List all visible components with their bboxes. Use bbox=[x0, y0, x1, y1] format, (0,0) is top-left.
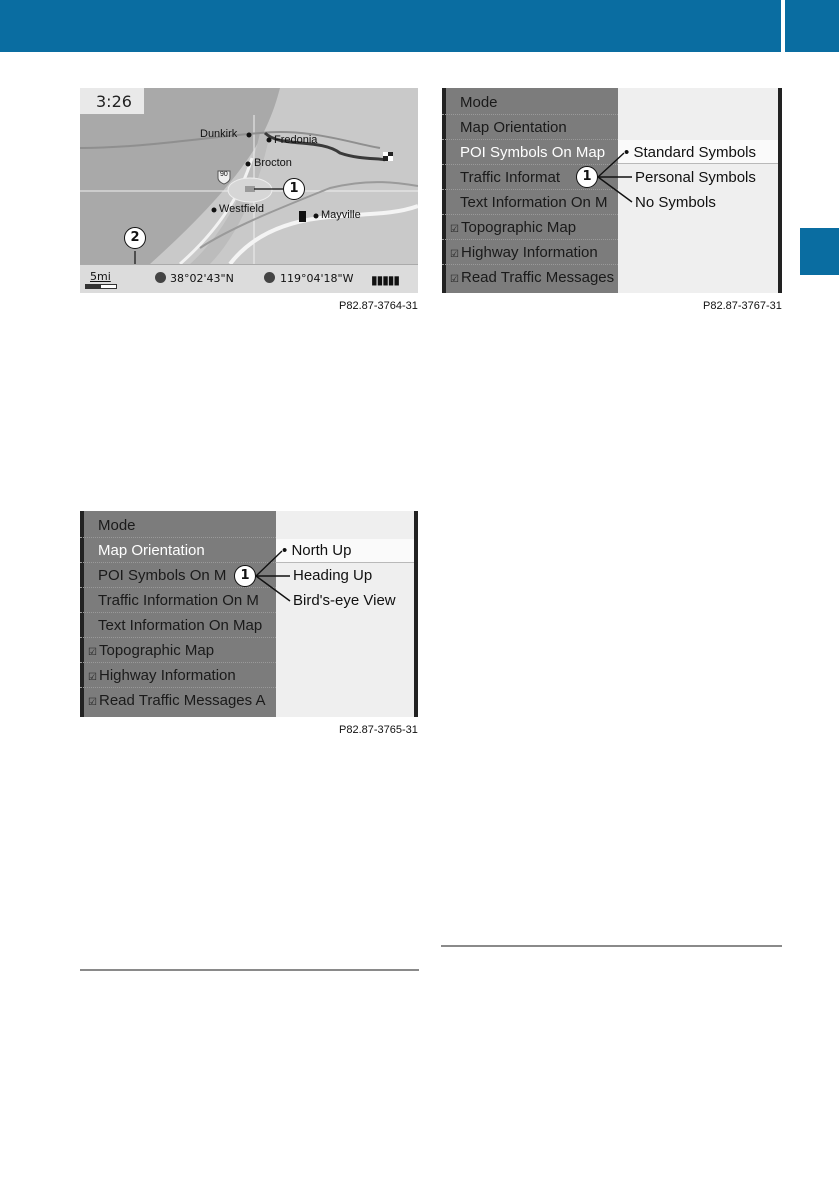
menu-item-mode[interactable]: Mode bbox=[442, 90, 618, 115]
selected-bullet-icon: • bbox=[282, 542, 288, 559]
option-no-symbols[interactable]: No Symbols bbox=[635, 194, 716, 211]
map-graphic bbox=[80, 88, 418, 293]
map-scale-label: 5mi bbox=[90, 270, 111, 283]
header-band bbox=[0, 0, 781, 52]
checkbox-checked-icon: ☑ bbox=[450, 224, 459, 235]
menu-item-poi-symbols[interactable]: POI Symbols On Map bbox=[442, 140, 618, 165]
map-screenshot bbox=[80, 88, 418, 293]
clock-display: 3:26 bbox=[80, 88, 145, 115]
menu-item-text-info[interactable]: Text Information On Map bbox=[80, 613, 276, 638]
menu-item-label: Read Traffic Messages A bbox=[99, 692, 266, 709]
header-band-corner bbox=[785, 0, 839, 52]
option-personal-symbols[interactable]: Personal Symbols bbox=[635, 169, 756, 186]
checkbox-checked-icon: ☑ bbox=[450, 274, 459, 285]
town-label-mayville: Mayville bbox=[321, 209, 361, 221]
menu-item-label: Read Traffic Messages bbox=[461, 269, 615, 286]
menu-item-label: Highway Information bbox=[99, 667, 236, 684]
callout-2: 2 bbox=[124, 227, 146, 249]
callout-1: 1 bbox=[283, 178, 305, 200]
option-heading-up[interactable]: Heading Up bbox=[293, 567, 373, 584]
orientation-menu-screenshot bbox=[80, 511, 418, 717]
latitude-globe-icon bbox=[155, 272, 166, 283]
town-label-westfield: Westfield bbox=[219, 203, 265, 215]
poi-menu-screenshot bbox=[442, 88, 782, 293]
menu-item-traffic-info[interactable]: Traffic Informat bbox=[442, 165, 618, 190]
callout-leaders bbox=[80, 511, 418, 717]
checkbox-checked-icon: ☑ bbox=[450, 249, 459, 260]
longitude-readout: 119°04'18"W bbox=[280, 272, 354, 285]
callout-leaders bbox=[442, 88, 782, 293]
option-label: North Up bbox=[291, 542, 352, 559]
checkbox-checked-icon: ☑ bbox=[88, 672, 97, 683]
figure-caption-poi: P82.87-3767-31 bbox=[703, 300, 782, 312]
map-status-bar bbox=[80, 264, 418, 293]
chapter-tab bbox=[800, 228, 839, 275]
town-label-fredonia: Fredonia bbox=[274, 134, 318, 146]
gps-signal-icon: ▮▮▮▮▮ bbox=[371, 273, 400, 287]
menu-item-poi-symbols[interactable]: POI Symbols On M bbox=[80, 563, 276, 588]
town-label-dunkirk: Dunkirk bbox=[200, 128, 238, 140]
menu-item-label: Topographic Map bbox=[99, 642, 215, 659]
latitude-readout: 38°02'43"N bbox=[170, 272, 234, 285]
section-divider-right bbox=[441, 945, 782, 947]
option-label: Standard Symbols bbox=[633, 144, 757, 161]
menu-item-text-info[interactable]: Text Information On M bbox=[442, 190, 618, 215]
figure-caption-orientation: P82.87-3765-31 bbox=[339, 724, 418, 736]
route-shield-label: 90 bbox=[220, 171, 228, 178]
longitude-globe-icon bbox=[264, 272, 275, 283]
callout-1: 1 bbox=[576, 166, 598, 188]
menu-item-label: Topographic Map bbox=[461, 219, 577, 236]
town-label-brocton: Brocton bbox=[254, 157, 292, 169]
checkbox-checked-icon: ☑ bbox=[88, 697, 97, 708]
callout-1: 1 bbox=[234, 565, 256, 587]
selected-bullet-icon: • bbox=[624, 144, 630, 161]
menu-item-traffic-info[interactable]: Traffic Information On M bbox=[80, 588, 276, 613]
section-divider-left bbox=[80, 969, 419, 971]
scale-bar bbox=[85, 284, 117, 289]
menu-item-map-orientation[interactable]: Map Orientation bbox=[80, 538, 276, 563]
menu-item-label: Highway Information bbox=[461, 244, 598, 261]
checkbox-checked-icon: ☑ bbox=[88, 647, 97, 658]
figure-caption-map: P82.87-3764-31 bbox=[339, 300, 418, 312]
menu-item-map-orientation[interactable]: Map Orientation bbox=[442, 115, 618, 140]
option-birds-eye-view[interactable]: Bird's-eye View bbox=[293, 592, 396, 609]
menu-item-mode[interactable]: Mode bbox=[80, 513, 276, 538]
